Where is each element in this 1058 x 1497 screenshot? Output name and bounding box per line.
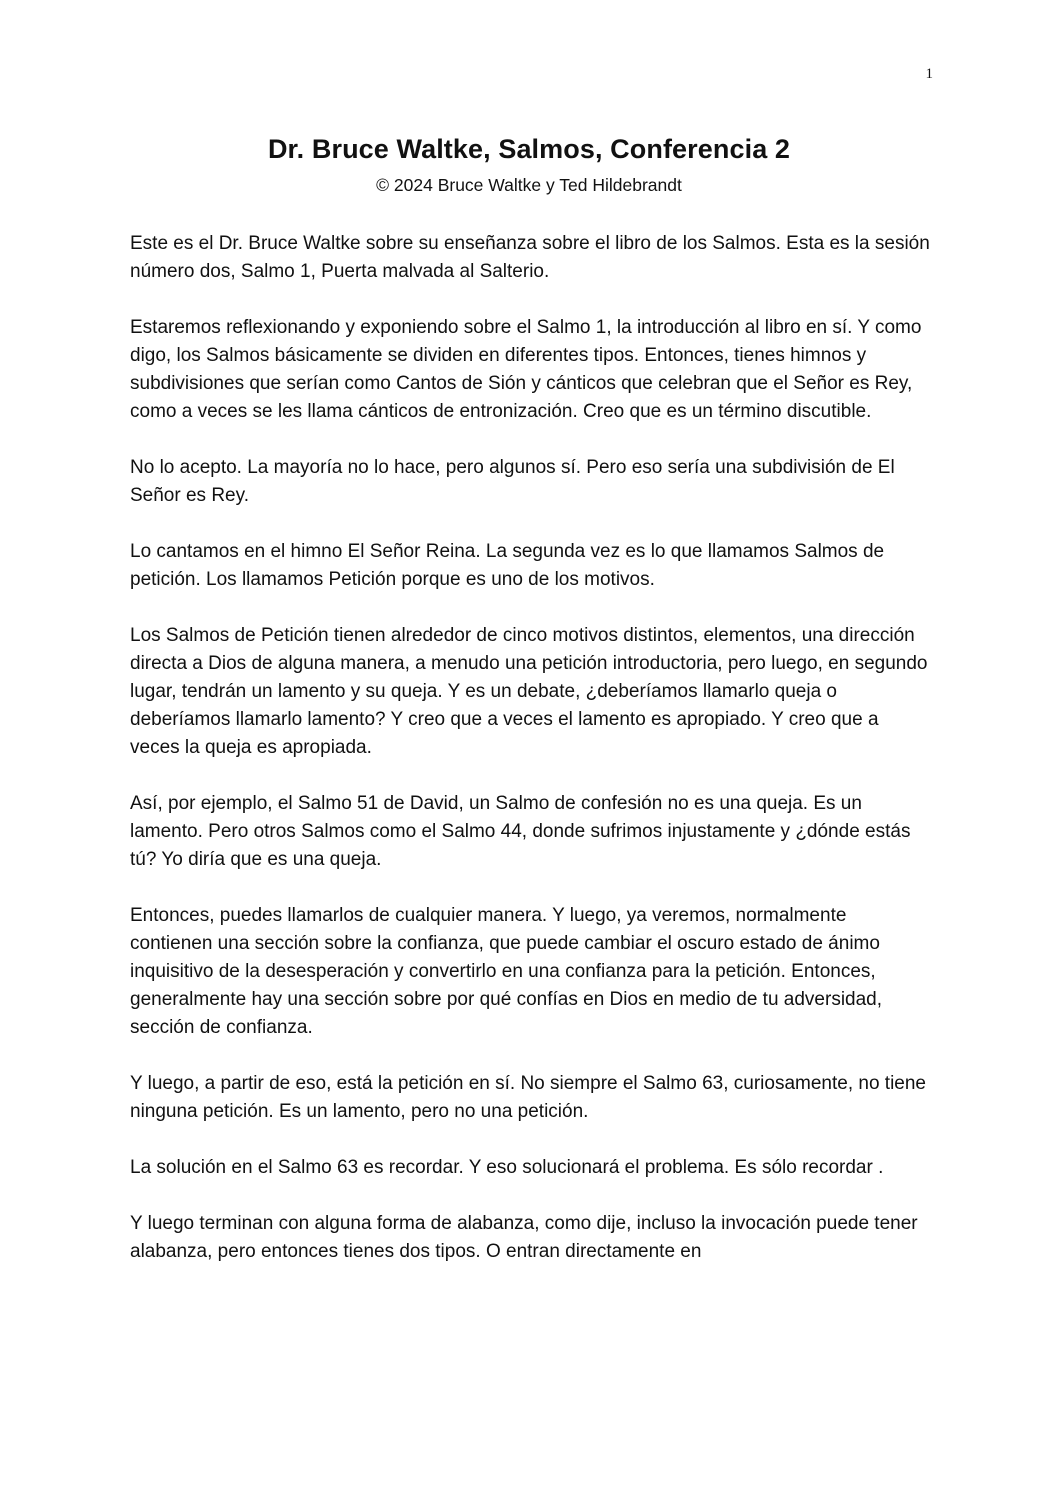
paragraph: Y luego terminan con alguna forma de alabanza, como dije, incluso la invocación puede tener alabanza, pero entonces tienes dos tipos. O entran directamente en (130, 1213, 918, 1262)
document-body (130, 230, 930, 1294)
copyright-line: © 2024 Bruce Waltke y Ted Hildebrandt (376, 175, 682, 195)
paragraph: No lo acepto. La mayoría no lo hace, pero algunos sí. Pero eso sería una subdivisión de El Señor es Rey. (130, 457, 895, 506)
paragraph: Este es el Dr. Bruce Waltke sobre su enseñanza sobre el libro de los Salmos. Esta es la sesión número dos, Salmo 1, Puerta malvada al Salterio. (130, 233, 930, 282)
paragraph: Así, por ejemplo, el Salmo 51 de David, un Salmo de confesión no es una queja. Es un lamento. Pero otros Salmos como el Salmo 44, donde sufrimos injustamente y ¿dónde estás tú? Yo diría que es una queja. (130, 793, 911, 870)
paragraph: La solución en el Salmo 63 es recordar. Y eso solucionará el problema. Es sólo recordar . (130, 1157, 884, 1178)
page-number: 1 (925, 66, 933, 82)
paragraph: Estaremos reflexionando y exponiendo sobre el Salmo 1, la introducción al libro en sí. Y como digo, los Salmos básicamente se dividen en diferentes tipos. Entonces, tienes himnos y subdivisiones que serían como Cantos de Sión y cánticos que celebran que el Señor es Rey, como a veces se les llama cánticos de entronización. Creo que es un término discutible. (130, 317, 922, 422)
paragraph: Lo cantamos en el himno El Señor Reina. La segunda vez es lo que llamamos Salmos de petición. Los llamamos Petición porque es uno de los motivos. (130, 541, 885, 590)
document-title: Dr. Bruce Waltke, Salmos, Conferencia 2 (267, 134, 791, 164)
paragraph: Y luego, a partir de eso, está la petición en sí. No siempre el Salmo 63, curiosamente, no tiene ninguna petición. Es un lamento, pero no una petición. (130, 1073, 926, 1122)
paragraph: Los Salmos de Petición tienen alrededor de cinco motivos distintos, elementos, una dirección directa a Dios de alguna manera, a menudo una petición introductoria, pero luego, en segundo lugar, tendrán un lamento y su queja. Y es un debate, ¿deberíamos llamarlo queja o deberíamos llamarlo lamento? Y creo que a veces el lamento es apropiado. Y creo que a veces la queja es apropiada. (130, 625, 928, 758)
paragraph: Entonces, puedes llamarlos de cualquier manera. Y luego, ya veremos, normalmente contienen una sección sobre la confianza, que puede cambiar el oscuro estado de ánimo inquisitivo de la desesperación y convertirlo en una confianza para la petición. Entonces, generalmente hay una sección sobre por qué confías en Dios en medio de tu adversidad, sección de confianza. (130, 905, 883, 1038)
